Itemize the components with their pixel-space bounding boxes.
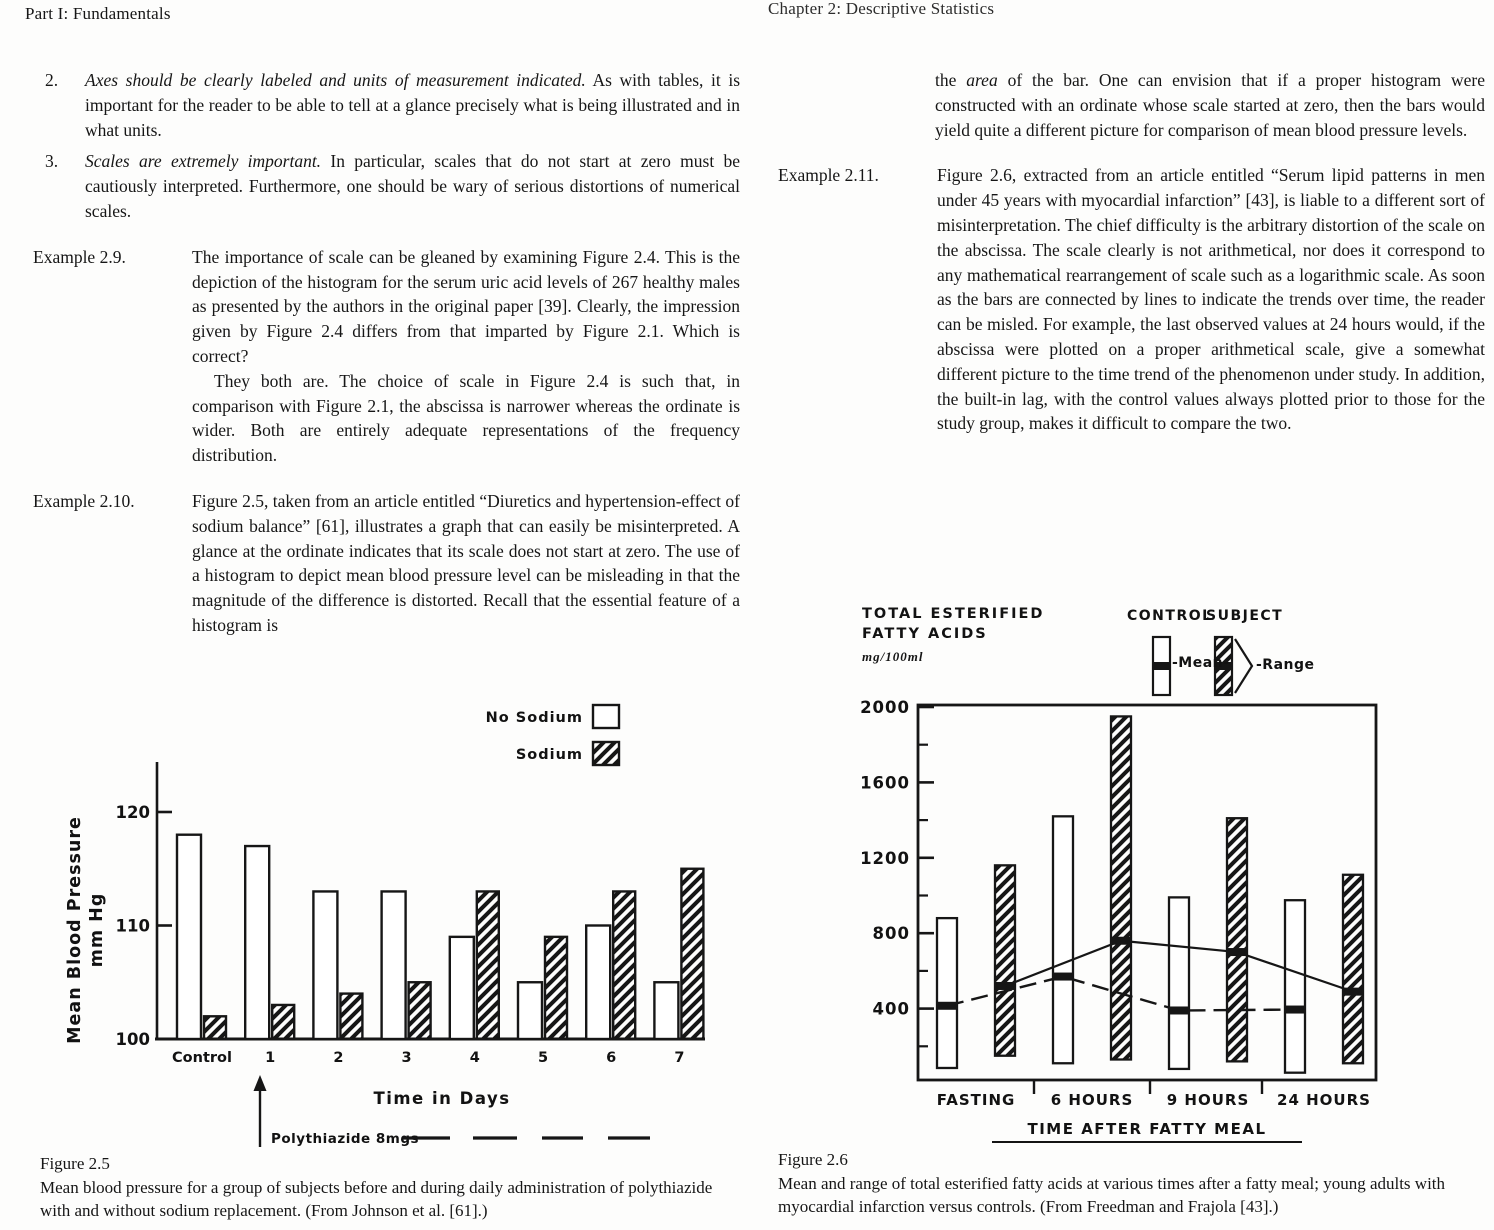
fig25-dynamic xyxy=(116,803,704,1066)
bar-sodium xyxy=(477,891,499,1039)
bar-no-sodium xyxy=(177,835,201,1039)
x-tick-label: 5 xyxy=(537,1050,549,1066)
fig26-dynamic xyxy=(860,698,1371,1109)
y-tick-label: 800 xyxy=(872,924,910,944)
y-tick-label: 120 xyxy=(115,803,150,822)
fig26-ylabel-line1: TOTAL ESTERIFIED xyxy=(862,606,1045,622)
x-category-label: 6 HOURS xyxy=(1050,1091,1134,1109)
bar-no-sodium xyxy=(518,982,542,1039)
legend-label-range: -Range xyxy=(1256,657,1315,673)
left-column xyxy=(33,68,740,638)
legend-label-sodium: Sodium xyxy=(515,747,583,763)
bar-subject xyxy=(1227,818,1247,1061)
x-category-label: 9 HOURS xyxy=(1166,1091,1250,1109)
bar-control xyxy=(1285,900,1305,1072)
continuation-paragraph xyxy=(935,68,1485,142)
x-tick-label: 2 xyxy=(333,1050,344,1066)
bar-sodium xyxy=(204,1016,226,1039)
x-tick-label: 4 xyxy=(469,1050,480,1066)
legend-range-brace-icon xyxy=(1235,639,1252,693)
x-tick-label: 3 xyxy=(401,1050,412,1066)
fig26-ylabel-line2: FATTY ACIDS xyxy=(862,626,988,642)
bar-control-mean-band xyxy=(1284,1006,1306,1014)
rule-rest: As with tables, it is important for the reader to be able to tell at a glance precisely what is being illustrated and in what units. xyxy=(85,70,741,140)
italic-word: area xyxy=(966,70,998,90)
bar-sodium xyxy=(340,994,362,1039)
bar-subject xyxy=(1343,875,1363,1064)
fig26-units-label: mg/100ml xyxy=(862,649,924,664)
y-tick-label: 1600 xyxy=(860,773,910,793)
x-tick-label: 6 xyxy=(606,1050,617,1066)
figure-2-5-chart xyxy=(40,690,740,1155)
x-tick-label: 7 xyxy=(674,1050,685,1066)
bar-control xyxy=(937,918,957,1068)
x-tick-label: 1 xyxy=(265,1050,276,1066)
rule-rest: In particular, scales that do not start at zero must be cautiously interpreted. Furthermore, one should be wary of serious distortions of numerical scales. xyxy=(85,151,740,221)
y-axis-title-line2: mm Hg xyxy=(87,892,107,968)
rule-lead-italic: Axes should be clearly labeled and units of measurement indicated. xyxy=(85,70,586,90)
bar-no-sodium xyxy=(245,846,269,1039)
plot-frame xyxy=(918,705,1376,1080)
running-header-right: Chapter 2: Descriptive Statistics xyxy=(768,0,995,18)
y-tick-label: 2000 xyxy=(860,698,910,717)
x-axis-title: Time in Days xyxy=(373,1089,511,1108)
annotation-label: Polythiazide 8mgs xyxy=(271,1131,420,1147)
list-number: 3. xyxy=(45,151,59,172)
example-label: Example 2.9. xyxy=(33,246,126,267)
y-axis-title-line1: Mean Blood Pressure xyxy=(65,816,85,1044)
example-paragraph: Figure 2.5, taken from an article entitled “Diuretics and hypertension-effect of sodium balance” [61], illustrates a graph that can easily be misinterpreted. A glance at the ordinate indicates that its scale does not start at zero. The use of a histogram to depict mean blood pressure level can be misleading in that the magnitude of the difference is distorted. Recall that the essential feature of a histogram is xyxy=(192,490,740,635)
figure-2-6-chart xyxy=(770,600,1494,1150)
bar-sodium xyxy=(613,891,635,1039)
bar-no-sodium xyxy=(586,926,610,1040)
legend-label-subject: SUBJECT xyxy=(1206,608,1284,624)
example-label: Example 2.10. xyxy=(33,490,135,511)
caption-text: Mean and range of total esterified fatty acids at various times after a fatty meal; young adults with myocardial infarction versus controls. (From Freedman and Frajola [43].) xyxy=(778,1173,1446,1216)
x-category-label: FASTING xyxy=(936,1091,1016,1109)
bar-no-sodium xyxy=(313,891,337,1039)
legend-label-no-sodium: No Sodium xyxy=(485,710,583,726)
y-tick-label: 100 xyxy=(115,1030,150,1049)
x-category-label: 24 HOURS xyxy=(1277,1091,1371,1109)
bar-control xyxy=(1169,897,1189,1069)
text-run: the xyxy=(935,70,967,90)
bar-sodium xyxy=(545,937,567,1039)
legend-label-control: CONTROL xyxy=(1127,608,1213,624)
example-2-11 xyxy=(778,163,1485,436)
bar-subject xyxy=(1111,716,1131,1059)
list-text xyxy=(85,68,740,142)
example-label: Example 2.11. xyxy=(778,165,879,186)
bar-no-sodium xyxy=(450,937,474,1039)
caption-title: Figure 2.6 xyxy=(778,1150,848,1169)
running-header-left: Part I: Fundamentals xyxy=(25,4,171,23)
right-column xyxy=(778,68,1485,436)
y-tick-label: 1200 xyxy=(860,848,910,868)
figure-2-5-caption xyxy=(40,1152,742,1223)
legend-label-mean: -Mean- xyxy=(1172,655,1230,671)
bar-no-sodium xyxy=(654,982,678,1039)
bar-sodium xyxy=(272,1005,294,1039)
list-number: 2. xyxy=(45,70,59,90)
example-paragraph: The importance of scale can be gleaned by examining Figure 2.4. This is the depiction of the histogram for the serum uric acid levels of 267 healthy males as presented by the authors in the original paper [39]. Clearly, the impression given by Figure 2.4 differs from that imparted by Figure 2.1. Which is correct? xyxy=(192,246,740,366)
y-tick-label: 400 xyxy=(872,999,910,1019)
bar-no-sodium xyxy=(382,891,406,1039)
bar-sodium xyxy=(409,982,431,1039)
rule-lead-italic: Scales are extremely important. xyxy=(85,151,322,172)
text-run: of the bar. One can envision that if a proper histogram were constructed with an ordinate whose scale started at zero, then the bars would yield quite a different picture for comparison of mean blood pressure levels. xyxy=(935,70,1485,140)
example-paragraph: They both are. The choice of scale in Figure 2.4 is such that, in comparison with Figure 2.1, the abscissa is narrower whereas the ordinate is wider. Both are entirely adequate representations of the frequency distribution. xyxy=(192,370,740,466)
legend-swatch-open xyxy=(593,705,619,728)
fig26-x-axis-title: TIME AFTER FATTY MEAL xyxy=(992,1120,1302,1143)
example-body: Figure 2.6, extracted from an article entitled “Serum lipid patterns in men under 45 years with myocardial infarction” [43], is liable to a different sort of misinterpretation. The chief difficulty is the arbitrary distortion of the scale on the abscissa. The scale clearly is not arithmetical, nor does it correspond to any mathematical rearrangement of scale such as a logarithmic scale. As soon as the bars are connected by lines to indicate the trends over time, the reader can be misled. For example, the last observed values at 24 hours would, if the abscissa were plotted on a proper arithmetical scale, give a somewhat different picture to the time trend of the phenomenon under study. In addition, the built-in lag, with the control values always plotted prior to those for the study group, makes it difficult to compare the two. xyxy=(937,165,1485,434)
legend-swatch-hatched xyxy=(593,742,619,765)
example-body xyxy=(192,489,740,638)
example-body xyxy=(192,245,740,468)
x-tick-label: Control xyxy=(172,1050,232,1066)
example-2-10 xyxy=(33,489,740,638)
bar-sodium xyxy=(681,869,703,1039)
annotation-arrow-head-icon xyxy=(254,1075,267,1091)
bar-subject xyxy=(995,865,1015,1055)
figure-2-6-caption xyxy=(778,1148,1492,1219)
legend-icon-control-mean-band xyxy=(1153,662,1170,670)
caption-title: Figure 2.5 xyxy=(40,1154,110,1173)
numbered-rule-3 xyxy=(33,149,740,223)
numbered-rule-2 xyxy=(33,68,740,142)
example-2-9 xyxy=(33,245,740,468)
y-tick-label: 110 xyxy=(115,916,150,936)
bar-control xyxy=(1053,816,1073,1063)
list-text xyxy=(85,149,740,223)
caption-text: Mean blood pressure for a group of subjects before and during daily administration of polythiazide with and without sodium replacement. (From Johnson et al. [61].) xyxy=(40,1177,713,1220)
